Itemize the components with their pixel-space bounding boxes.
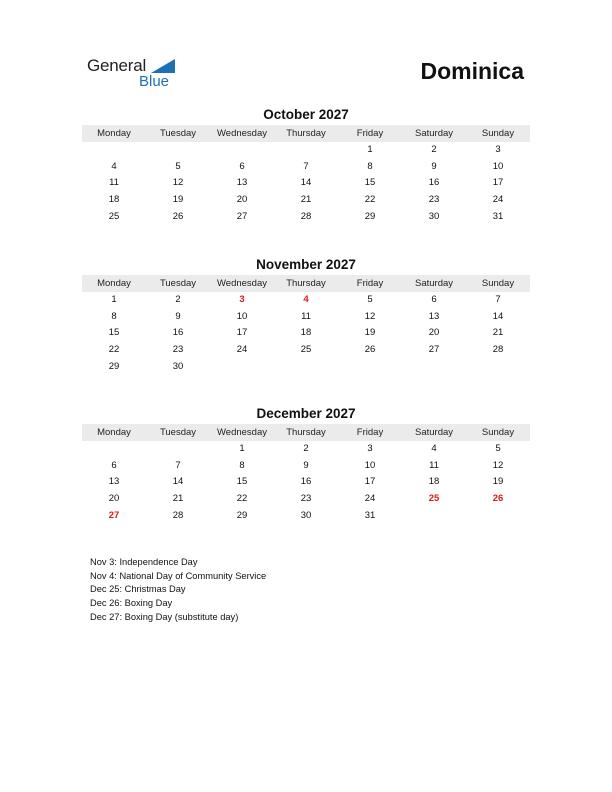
weekday-header-row bbox=[82, 424, 530, 441]
day-cell: 21 bbox=[172, 493, 184, 505]
day-cell: 20 bbox=[108, 493, 120, 505]
day-cell: 22 bbox=[108, 344, 120, 356]
day-cell: 20 bbox=[428, 327, 440, 339]
day-cell: 17 bbox=[236, 327, 248, 339]
day-cell: 21 bbox=[300, 194, 312, 206]
month-calendar-december bbox=[82, 406, 530, 524]
day-cell: 2 bbox=[175, 294, 181, 305]
holiday-entry: Dec 25: Christmas Day bbox=[90, 584, 186, 595]
day-cell: 19 bbox=[364, 327, 376, 339]
day-cell: 18 bbox=[108, 194, 120, 206]
day-cell: 14 bbox=[172, 476, 184, 488]
country-title: Dominica bbox=[420, 58, 524, 84]
day-cell: 5 bbox=[495, 443, 501, 454]
day-cell: 5 bbox=[175, 160, 181, 172]
day-cell: 31 bbox=[492, 210, 504, 222]
day-cell: 2 bbox=[431, 144, 437, 155]
day-cell: 8 bbox=[367, 160, 373, 172]
day-cell: 22 bbox=[236, 493, 248, 505]
day-cell: 1 bbox=[239, 443, 245, 454]
day-cell: 27 bbox=[428, 344, 440, 356]
month-title: November 2027 bbox=[256, 257, 356, 272]
day-cell: 30 bbox=[172, 360, 184, 372]
day-cell: 5 bbox=[367, 294, 373, 305]
day-cell: 4 bbox=[431, 443, 437, 454]
day-cell: 10 bbox=[492, 160, 504, 172]
day-cell: 13 bbox=[428, 310, 440, 322]
weekday-header-sunday: Sunday bbox=[481, 128, 515, 139]
weekday-header-wednesday: Wednesday bbox=[217, 128, 267, 139]
day-cell: 1 bbox=[111, 294, 117, 305]
day-cell: 1 bbox=[367, 144, 373, 155]
weekday-header-thursday: Thursday bbox=[286, 427, 326, 438]
day-cell: 6 bbox=[111, 459, 117, 471]
day-cell: 8 bbox=[239, 459, 245, 471]
day-cell: 2 bbox=[303, 443, 309, 454]
day-cell: 19 bbox=[172, 194, 184, 206]
day-cell: 13 bbox=[236, 177, 248, 189]
weekday-header-thursday: Thursday bbox=[286, 278, 326, 289]
weekday-header-wednesday: Wednesday bbox=[217, 427, 267, 438]
day-cell: 4 bbox=[111, 160, 117, 172]
weekday-header-saturday: Saturday bbox=[414, 128, 454, 139]
day-cell: 9 bbox=[431, 160, 437, 172]
weekday-header-row bbox=[82, 125, 530, 142]
day-cell: 27 bbox=[236, 210, 248, 222]
day-cell: 23 bbox=[300, 493, 312, 505]
empty-day-cell bbox=[146, 142, 210, 159]
weekday-header-saturday: Saturday bbox=[414, 427, 454, 438]
day-cell: 18 bbox=[428, 476, 440, 488]
day-cell: 15 bbox=[236, 476, 248, 488]
day-cell: 30 bbox=[428, 210, 440, 222]
day-cell: 29 bbox=[364, 210, 376, 222]
day-cell: 24 bbox=[236, 344, 248, 356]
day-cell: 11 bbox=[429, 459, 439, 471]
holiday-entry: Dec 26: Boxing Day bbox=[90, 598, 173, 609]
holiday-day-cell: 27 bbox=[108, 509, 120, 521]
days-grid bbox=[82, 441, 530, 524]
days-grid bbox=[82, 292, 530, 375]
day-cell: 6 bbox=[431, 294, 437, 305]
day-cell: 7 bbox=[495, 294, 501, 305]
day-cell: 9 bbox=[303, 459, 309, 471]
holiday-day-cell: 26 bbox=[492, 493, 504, 505]
logo-text-general: General bbox=[87, 56, 147, 75]
days-grid bbox=[82, 142, 530, 225]
day-cell: 14 bbox=[492, 310, 504, 322]
holiday-day-cell: 4 bbox=[303, 294, 309, 305]
weekday-header-monday: Monday bbox=[97, 278, 131, 289]
day-cell: 9 bbox=[175, 310, 181, 322]
day-cell: 16 bbox=[172, 327, 184, 339]
weekday-header-tuesday: Tuesday bbox=[159, 278, 197, 289]
day-cell: 28 bbox=[492, 344, 504, 356]
day-cell: 15 bbox=[108, 327, 120, 339]
brand-logo bbox=[87, 56, 187, 92]
day-cell: 8 bbox=[111, 310, 117, 322]
day-cell: 28 bbox=[300, 210, 312, 222]
day-cell: 26 bbox=[364, 344, 376, 356]
day-cell: 16 bbox=[428, 177, 440, 189]
day-cell: 14 bbox=[300, 177, 312, 189]
day-cell: 30 bbox=[300, 509, 312, 521]
holiday-entry: Dec 27: Boxing Day (substitute day) bbox=[90, 611, 239, 622]
holiday-day-cell: 3 bbox=[239, 294, 245, 305]
weekday-header-row bbox=[82, 275, 530, 292]
day-cell: 21 bbox=[492, 327, 504, 339]
weekday-header-sunday: Sunday bbox=[481, 427, 515, 438]
day-cell: 26 bbox=[172, 210, 184, 222]
weekday-header-friday: Friday bbox=[356, 278, 384, 289]
weekday-header-monday: Monday bbox=[97, 427, 131, 438]
empty-day-cell bbox=[146, 441, 210, 458]
weekday-header-friday: Friday bbox=[356, 128, 384, 139]
day-cell: 25 bbox=[108, 210, 120, 222]
day-cell: 15 bbox=[364, 177, 376, 189]
weekday-header-monday: Monday bbox=[97, 128, 131, 139]
month-calendar-october bbox=[82, 107, 530, 225]
holiday-list bbox=[90, 556, 266, 625]
day-cell: 3 bbox=[495, 144, 501, 155]
empty-day-cell bbox=[210, 142, 274, 159]
weekday-header-friday: Friday bbox=[356, 427, 384, 438]
weekday-header-sunday: Sunday bbox=[481, 278, 515, 289]
day-cell: 31 bbox=[364, 509, 376, 521]
day-cell: 24 bbox=[492, 194, 504, 206]
day-cell: 17 bbox=[492, 177, 504, 189]
month-calendar-november bbox=[82, 257, 530, 375]
weekday-header-tuesday: Tuesday bbox=[159, 427, 197, 438]
day-cell: 13 bbox=[108, 476, 120, 488]
day-cell: 16 bbox=[300, 476, 312, 488]
day-cell: 7 bbox=[303, 160, 309, 172]
logo-triangle-icon bbox=[151, 59, 175, 73]
weekday-header-saturday: Saturday bbox=[414, 278, 454, 289]
day-cell: 7 bbox=[175, 459, 181, 471]
weekday-header-wednesday: Wednesday bbox=[217, 278, 267, 289]
holiday-entry: Nov 3: Independence Day bbox=[90, 557, 198, 567]
holiday-entry: Nov 4: National Day of Community Service bbox=[90, 570, 267, 581]
day-cell: 20 bbox=[236, 194, 248, 206]
day-cell: 29 bbox=[236, 509, 248, 521]
empty-day-cell bbox=[82, 441, 146, 458]
day-cell: 19 bbox=[492, 476, 504, 488]
day-cell: 3 bbox=[367, 443, 373, 454]
day-cell: 11 bbox=[301, 310, 311, 322]
logo-text-blue: Blue bbox=[139, 73, 170, 90]
day-cell: 10 bbox=[236, 310, 248, 322]
day-cell: 10 bbox=[364, 459, 376, 471]
empty-day-cell bbox=[82, 142, 146, 159]
day-cell: 18 bbox=[300, 327, 312, 339]
month-title: December 2027 bbox=[256, 406, 356, 421]
day-cell: 23 bbox=[172, 344, 184, 356]
day-cell: 12 bbox=[364, 310, 376, 322]
weekday-header-tuesday: Tuesday bbox=[159, 128, 197, 139]
day-cell: 23 bbox=[428, 194, 440, 206]
day-cell: 6 bbox=[239, 160, 245, 172]
holiday-day-cell: 25 bbox=[428, 493, 440, 505]
day-cell: 12 bbox=[492, 459, 504, 471]
weekday-header-thursday: Thursday bbox=[286, 128, 326, 139]
day-cell: 11 bbox=[109, 177, 119, 189]
day-cell: 25 bbox=[300, 344, 312, 356]
day-cell: 28 bbox=[172, 509, 184, 521]
day-cell: 29 bbox=[108, 360, 120, 372]
day-cell: 12 bbox=[172, 177, 184, 189]
day-cell: 24 bbox=[364, 493, 376, 505]
month-title: October 2027 bbox=[263, 107, 349, 122]
day-cell: 17 bbox=[364, 476, 376, 488]
empty-day-cell bbox=[274, 142, 338, 159]
day-cell: 22 bbox=[364, 194, 376, 206]
